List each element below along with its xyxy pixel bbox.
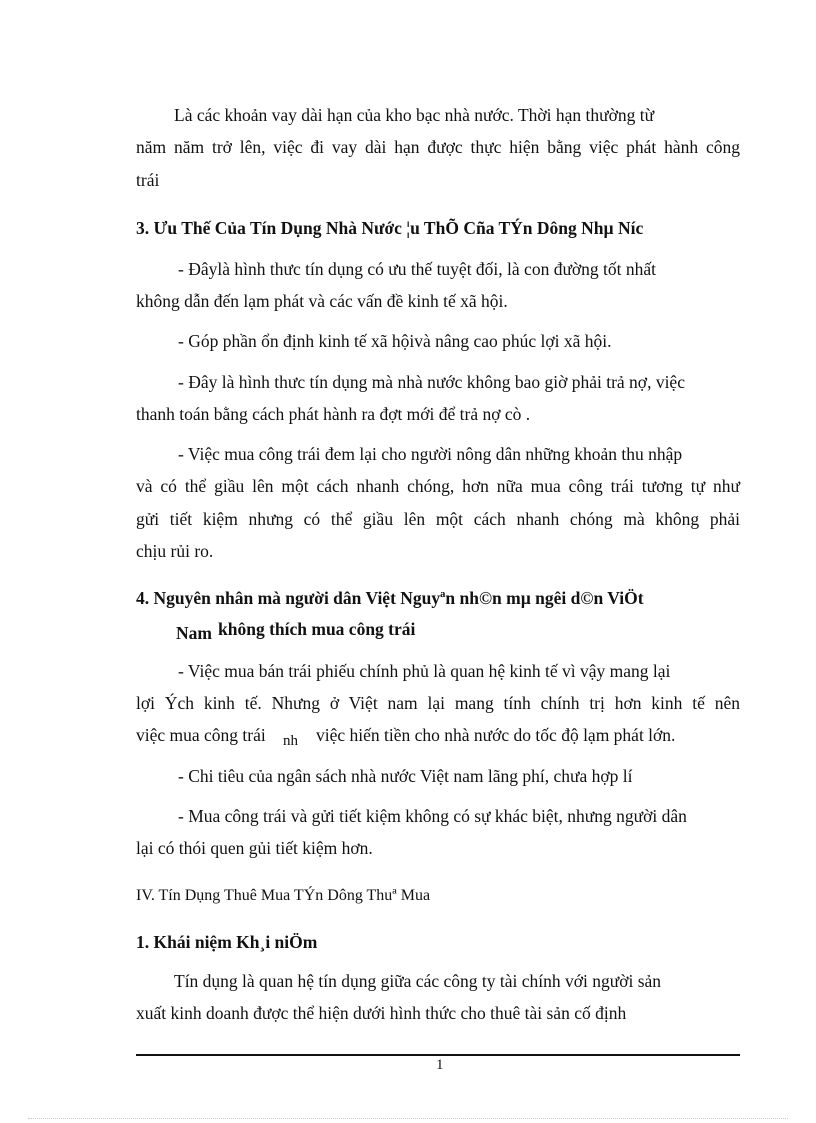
bullet-line: - Việc mua bán trái phiếu chính phủ là quan hệ kinh tế vì vậy mang lại [178, 661, 671, 681]
bullet-line: việc mua công trái [136, 725, 266, 745]
bullet-line: - Đâylà hình thưc tín dụng có ưu thế tuyệt đối, là con đường tốt nhất [178, 259, 657, 279]
section-heading-4-word: Nam [176, 623, 212, 643]
section-heading-4-continued: không thích mua công trái [218, 619, 416, 639]
paragraph-line: Tín dụng là quan hệ tín dụng giữa các công ty tài chính với người sản [174, 971, 662, 991]
paragraph-line: năm năm trở lên, việc đi vay dài hạn được thực hiện bằng việc phát hành công [136, 137, 740, 157]
bullet-line: chịu rủi ro. [136, 541, 214, 561]
paragraph-line: Là các khoản vay dài hạn của kho bạc nhà nước. Thời hạn thường từ [174, 105, 655, 125]
bullet-line: - Góp phần ổn định kinh tế xã hộivà nâng cao phúc lợi xã hội. [178, 331, 612, 351]
bullet-line: gửi tiết kiệm nhưng có thể giầu lên một cách nhanh chóng mà không phải [136, 509, 740, 529]
section-heading-1: 1. Khái niệm Kh¸i niÖm [136, 932, 318, 952]
bullet-line: và có thể giầu lên một cách nhanh chóng, hơn nữa mua công trái tương tự như [136, 476, 740, 496]
section-heading-iv: IV. Tín Dụng Thuê Mua TÝn Dông Thuª Mua [136, 887, 431, 904]
bullet-line: thanh toán bằng cách phát hành ra đợt mới để trả nợ cò . [136, 404, 531, 424]
bullet-line: - Mua công trái và gửi tiết kiệm không có sự khác biệt, nhưng người dân [178, 806, 687, 826]
page-number: 1 [436, 1057, 444, 1073]
page-bottom-border [28, 1118, 788, 1119]
bullet-line: lại có thói quen gủi tiết kiệm hơn. [136, 838, 373, 858]
bullet-line: việc hiến tiền cho nhà nước do tốc độ lạm phát lớn. [316, 725, 676, 745]
bullet-line: - Đây là hình thưc tín dụng mà nhà nước không bao giờ phải trả nợ, việc [178, 372, 685, 392]
section-heading-4: 4. Nguyên nhân mà người dân Việt Nguyªn nh©n mµ ngêi d©n ViÖt [136, 588, 644, 608]
paragraph-line: xuất kinh doanh được thể hiện dưới hình thức cho thuê tài sản cố định [136, 1003, 627, 1023]
bullet-line: - Chi tiêu của ngân sách nhà nước Việt nam lãng phí, chưa hợp lí [178, 766, 633, 786]
bullet-line: - Việc mua công trái đem lại cho người nông dân những khoản thu nhập [178, 444, 683, 464]
bullet-line: lợi Ých kinh tế. Nhưng ở Việt nam lại mang tính chính trị hơn kinh tế nên [136, 693, 740, 713]
bullet-line: không dẫn đến lạm phát và các vấn đề kinh tế xã hội. [136, 291, 508, 311]
section-heading-3: 3. Ưu Thế Của Tín Dụng Nhà Nước ¦u ThÕ Cña TÝn Dông Nhµ Níc [136, 218, 644, 238]
bullet-line-fragment: nh [283, 733, 298, 749]
paragraph-line: trái [136, 170, 160, 190]
